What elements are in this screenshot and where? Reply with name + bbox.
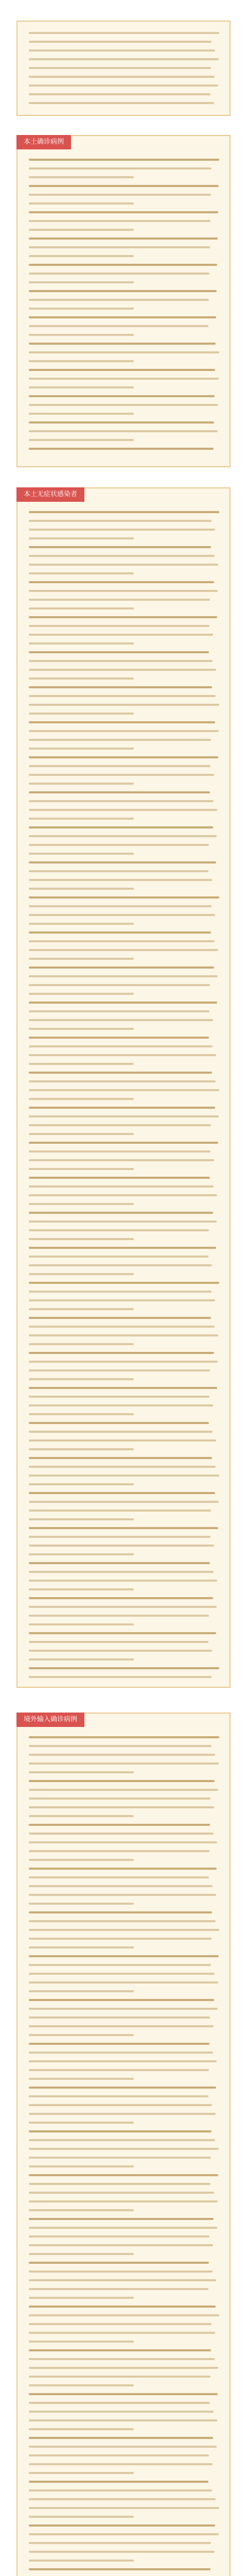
text-line xyxy=(29,1133,134,1135)
text-line xyxy=(29,2052,213,2054)
text-line xyxy=(29,1676,211,1678)
local-asymptomatic-heading: 本土无症状感染者 xyxy=(16,487,84,502)
text-line xyxy=(29,299,209,301)
text-line xyxy=(29,1457,212,1459)
text-line xyxy=(29,2568,210,2570)
text-line xyxy=(29,1264,212,1266)
text-line xyxy=(29,2358,215,2360)
text-line xyxy=(29,439,134,441)
text-line xyxy=(29,713,134,715)
text-line xyxy=(29,1475,219,1477)
text-line xyxy=(29,1597,213,1599)
text-line xyxy=(29,1964,211,1966)
text-line xyxy=(29,1658,134,1660)
text-line xyxy=(29,316,216,318)
text-line xyxy=(29,2498,216,2500)
text-line xyxy=(29,159,219,161)
text-line xyxy=(29,1632,216,1634)
text-line xyxy=(29,1212,213,1214)
text-line xyxy=(29,616,217,618)
text-line xyxy=(29,888,134,890)
text-line xyxy=(29,378,219,380)
text-line xyxy=(29,1396,209,1398)
text-line xyxy=(29,2192,214,2194)
text-line xyxy=(29,2209,134,2211)
text-line xyxy=(29,2113,216,2115)
text-line xyxy=(29,1115,219,1117)
text-line xyxy=(29,334,134,336)
text-line xyxy=(29,413,134,415)
text-line xyxy=(29,2560,134,2562)
text-line xyxy=(29,835,217,837)
text-line xyxy=(29,2253,134,2255)
text-line xyxy=(29,1238,134,1240)
text-line xyxy=(29,2454,209,2456)
intro-summary-text xyxy=(17,32,230,115)
text-line xyxy=(29,1920,216,1922)
text-line xyxy=(29,2244,213,2246)
text-line xyxy=(29,1859,134,1861)
text-line xyxy=(29,1142,218,1144)
text-line xyxy=(29,1413,134,1415)
text-line xyxy=(29,1615,209,1617)
text-line xyxy=(29,1291,211,1293)
text-line xyxy=(29,2279,216,2281)
text-line xyxy=(29,660,213,662)
text-line xyxy=(29,2200,218,2202)
text-line xyxy=(29,1177,210,1179)
text-line xyxy=(29,1343,134,1345)
text-line xyxy=(29,2542,211,2544)
text-line xyxy=(29,1762,219,1765)
text-line xyxy=(29,1098,134,1100)
text-line xyxy=(29,369,215,371)
text-line xyxy=(29,1326,215,1328)
text-line xyxy=(29,1334,218,1336)
text-line xyxy=(29,1911,212,1913)
text-line xyxy=(29,2367,218,2369)
text-line xyxy=(29,1885,213,1887)
text-line xyxy=(29,1999,214,2001)
text-line xyxy=(29,1824,210,1826)
text-line xyxy=(29,1571,214,1573)
text-line xyxy=(29,564,218,566)
text-line xyxy=(29,1256,208,1258)
text-line xyxy=(29,634,213,636)
text-line xyxy=(29,975,218,977)
text-line xyxy=(29,1806,214,1808)
text-line xyxy=(29,2472,134,2474)
text-line xyxy=(29,1667,219,1669)
text-line xyxy=(29,2306,216,2308)
text-line xyxy=(29,1150,210,1153)
text-line xyxy=(29,1990,134,1992)
text-line xyxy=(29,1850,209,1852)
text-line xyxy=(29,1868,217,1870)
text-line xyxy=(29,2323,211,2325)
text-line xyxy=(29,1063,134,1065)
imported-confirmed-section xyxy=(16,1713,231,2576)
text-line xyxy=(29,1510,211,1512)
text-line xyxy=(29,756,218,758)
text-line xyxy=(29,1089,219,1091)
text-line xyxy=(29,826,213,828)
text-line xyxy=(29,861,216,863)
text-line xyxy=(29,2516,134,2518)
text-line xyxy=(29,32,219,34)
text-line xyxy=(29,430,218,432)
text-line xyxy=(29,2551,215,2553)
text-line xyxy=(29,1929,219,1931)
text-line xyxy=(29,1273,134,1275)
text-line xyxy=(29,67,211,69)
text-line xyxy=(29,844,209,846)
text-line xyxy=(29,599,210,601)
text-line xyxy=(29,1247,216,1249)
local-asymptomatic-section xyxy=(16,487,231,1688)
text-line xyxy=(29,1903,134,1905)
text-line xyxy=(29,2078,134,2080)
text-line xyxy=(29,958,134,960)
text-line xyxy=(29,2533,219,2535)
text-line xyxy=(29,2341,134,2343)
text-line xyxy=(29,1282,219,1284)
imported-confirmed-heading: 境外输入确诊病例 xyxy=(16,1713,84,1727)
text-line xyxy=(29,2376,210,2378)
text-line xyxy=(29,220,210,222)
text-line xyxy=(29,2174,218,2176)
text-line xyxy=(29,931,211,934)
text-line xyxy=(29,1045,213,1047)
text-line xyxy=(29,625,209,627)
text-line xyxy=(29,1308,134,1310)
text-line xyxy=(29,290,217,292)
text-line xyxy=(29,93,210,95)
text-line xyxy=(29,1623,134,1625)
text-line xyxy=(29,273,209,275)
text-line xyxy=(29,281,134,283)
text-line xyxy=(29,264,217,266)
text-line xyxy=(29,739,211,741)
text-line xyxy=(29,546,211,548)
text-line xyxy=(29,818,134,820)
text-line xyxy=(29,1221,217,1223)
text-line xyxy=(29,343,216,345)
text-line xyxy=(29,194,211,196)
text-line xyxy=(29,870,208,872)
text-line xyxy=(29,1054,216,1056)
text-line xyxy=(29,2489,212,2492)
local-asymptomatic-text xyxy=(17,511,230,1687)
text-line xyxy=(29,41,211,43)
text-line xyxy=(29,1080,216,1082)
text-line xyxy=(29,1527,218,1529)
text-line xyxy=(29,2437,213,2439)
text-line xyxy=(29,879,212,881)
text-line xyxy=(29,677,134,680)
text-line xyxy=(29,2087,216,2089)
text-line xyxy=(29,1536,210,1538)
text-line xyxy=(29,800,214,802)
imported-confirmed-text xyxy=(17,1736,230,2576)
text-line xyxy=(29,520,211,522)
text-line xyxy=(29,1562,210,1564)
text-line xyxy=(29,1010,209,1012)
text-line xyxy=(29,1107,215,1109)
text-line xyxy=(29,1745,211,1747)
text-line xyxy=(29,448,214,450)
text-line xyxy=(29,1124,211,1126)
text-line xyxy=(29,421,214,423)
text-line xyxy=(29,581,214,583)
text-line xyxy=(29,783,134,785)
text-line xyxy=(29,686,212,688)
text-line xyxy=(29,246,210,248)
text-line xyxy=(29,2165,134,2167)
text-line xyxy=(29,1894,216,1896)
text-line xyxy=(29,774,214,776)
text-line xyxy=(29,2069,209,2071)
text-line xyxy=(29,1833,214,1835)
text-line xyxy=(29,2402,210,2404)
text-line xyxy=(29,2157,211,2159)
text-line xyxy=(29,809,217,811)
text-line xyxy=(29,2227,217,2229)
local-confirmed-heading: 本土确诊病例 xyxy=(16,135,71,149)
text-line xyxy=(29,2016,210,2019)
text-line xyxy=(29,1194,217,1196)
text-line xyxy=(29,58,219,60)
text-line xyxy=(29,2332,215,2334)
text-line xyxy=(29,721,215,723)
text-line xyxy=(29,2104,212,2106)
text-line xyxy=(29,511,219,513)
text-line xyxy=(29,360,134,362)
text-line xyxy=(29,2349,211,2351)
text-line xyxy=(29,1072,212,1074)
text-line xyxy=(29,2148,219,2150)
text-line xyxy=(29,2008,218,2010)
text-line xyxy=(29,202,134,205)
text-line xyxy=(29,1019,213,1021)
text-line xyxy=(29,1037,209,1039)
text-line xyxy=(29,1229,209,1231)
text-line xyxy=(29,386,134,388)
text-line xyxy=(29,1404,213,1406)
text-line xyxy=(29,765,210,767)
text-line xyxy=(29,1387,217,1389)
text-line xyxy=(29,351,219,353)
text-line xyxy=(29,1299,215,1301)
text-line xyxy=(29,2122,134,2124)
text-line xyxy=(29,1431,213,1433)
text-line xyxy=(29,572,134,574)
text-line xyxy=(29,669,216,671)
text-line xyxy=(29,2428,134,2430)
text-line xyxy=(29,590,218,592)
text-line xyxy=(29,2262,209,2264)
text-line xyxy=(29,1798,210,1800)
text-line xyxy=(29,1159,214,1161)
text-line xyxy=(29,1518,134,1520)
text-line xyxy=(29,923,134,925)
text-line xyxy=(29,1876,209,1878)
text-line xyxy=(29,1185,214,1188)
text-line xyxy=(29,1483,134,1485)
text-line xyxy=(29,2139,215,2141)
text-line xyxy=(29,607,134,609)
text-line xyxy=(29,2446,217,2448)
text-line xyxy=(29,1352,214,1354)
local-confirmed-text xyxy=(17,159,230,466)
text-line xyxy=(29,1448,134,1450)
text-line xyxy=(29,896,219,899)
text-line xyxy=(29,1973,215,1975)
text-line xyxy=(29,1938,211,1940)
text-line xyxy=(29,949,218,951)
text-line xyxy=(29,1955,219,1957)
text-line xyxy=(29,255,134,257)
text-line xyxy=(29,2419,217,2421)
text-line xyxy=(29,1606,217,1608)
text-line xyxy=(29,1492,215,1494)
text-line xyxy=(29,1946,134,1948)
text-line xyxy=(29,229,134,231)
text-line xyxy=(29,651,209,653)
text-line xyxy=(29,1815,134,1817)
intro-summary-card xyxy=(16,21,231,116)
text-line xyxy=(29,2524,215,2527)
text-line xyxy=(29,238,218,240)
text-line xyxy=(29,1771,134,1773)
text-line xyxy=(29,1168,134,1170)
text-line xyxy=(29,2463,213,2465)
text-line xyxy=(29,395,215,397)
text-line xyxy=(29,1736,219,1738)
text-line xyxy=(29,2235,209,2238)
text-line xyxy=(29,102,214,104)
text-line xyxy=(29,2314,219,2316)
text-line xyxy=(29,730,219,732)
text-line xyxy=(29,791,210,793)
text-line xyxy=(29,2025,214,2027)
text-line xyxy=(29,84,218,87)
text-line xyxy=(29,404,218,406)
text-line xyxy=(29,2130,211,2132)
text-line xyxy=(29,993,134,995)
local-confirmed-section xyxy=(16,135,231,467)
text-line xyxy=(29,529,215,531)
text-line xyxy=(29,2095,208,2097)
text-line xyxy=(29,1203,134,1205)
text-line xyxy=(29,211,218,213)
text-line xyxy=(29,1641,208,1643)
text-line xyxy=(29,2411,214,2413)
text-line xyxy=(29,984,210,986)
text-line xyxy=(29,308,134,310)
text-line xyxy=(29,2384,134,2386)
text-line xyxy=(29,2481,208,2483)
text-line xyxy=(29,325,208,327)
text-line xyxy=(29,853,134,855)
text-line xyxy=(29,1553,134,1555)
text-line xyxy=(29,2393,218,2395)
text-line xyxy=(29,1317,211,1319)
text-line xyxy=(29,2297,134,2299)
text-line xyxy=(29,1841,217,1843)
text-line xyxy=(29,1650,212,1652)
text-line xyxy=(29,1378,134,1380)
text-line xyxy=(29,49,215,52)
text-line xyxy=(29,940,215,942)
text-line xyxy=(29,905,211,907)
text-line xyxy=(29,1545,214,1547)
text-line xyxy=(29,642,134,645)
text-line xyxy=(29,1002,217,1004)
text-line xyxy=(29,704,219,706)
text-line xyxy=(29,2060,217,2062)
text-line xyxy=(29,1369,210,1371)
text-line xyxy=(29,1580,217,1582)
text-line xyxy=(29,1780,215,1782)
text-line xyxy=(29,1789,218,1791)
text-line xyxy=(29,1361,218,1363)
text-line xyxy=(29,76,215,78)
text-line xyxy=(29,2043,209,2045)
text-line xyxy=(29,695,216,697)
text-line xyxy=(29,1466,216,1468)
text-line xyxy=(29,1439,216,1442)
text-line xyxy=(29,2183,210,2185)
text-line xyxy=(29,2507,219,2509)
text-line xyxy=(29,537,134,539)
text-line xyxy=(29,914,215,916)
text-line xyxy=(29,176,134,178)
text-line xyxy=(29,555,215,557)
text-line xyxy=(29,1588,134,1590)
text-line xyxy=(29,2288,208,2290)
text-line xyxy=(29,1981,218,1984)
text-line xyxy=(29,1501,219,1503)
text-line xyxy=(29,1422,209,1424)
text-line xyxy=(29,2270,213,2273)
text-line xyxy=(29,185,219,187)
text-line xyxy=(29,748,134,750)
text-line xyxy=(29,2218,214,2220)
text-line xyxy=(29,1028,134,1030)
text-line xyxy=(29,2034,134,2036)
text-line xyxy=(29,167,211,170)
text-line xyxy=(29,967,214,969)
text-line xyxy=(29,1754,215,1756)
